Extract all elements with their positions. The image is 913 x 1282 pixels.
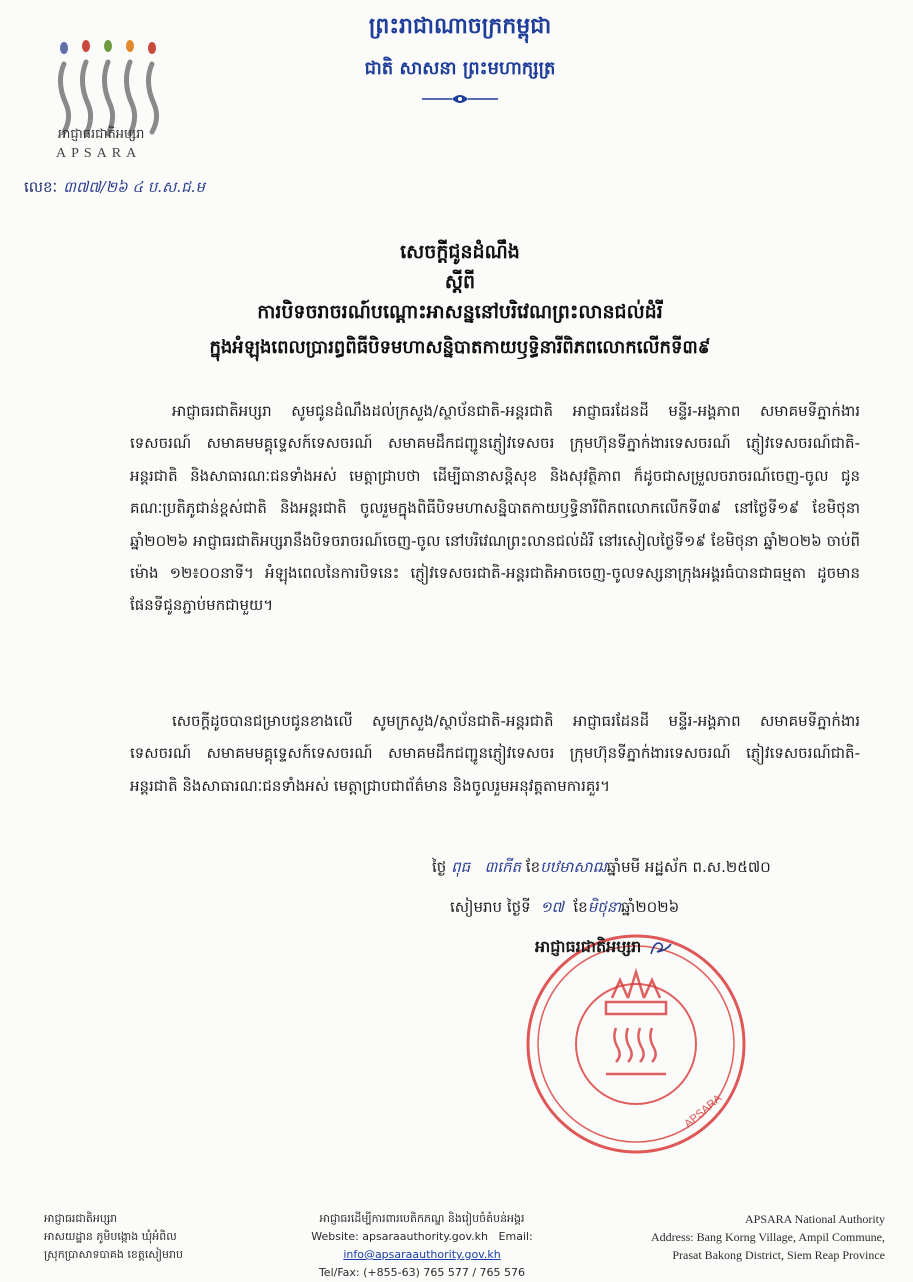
solar-day-handwritten: ១៧ — [540, 898, 564, 916]
handwritten-signature — [647, 938, 675, 958]
notice-subtitle: ស្តីពី — [444, 271, 476, 293]
ref-label: លេខៈ — [24, 178, 58, 196]
national-motto: ជាតិ សាសនា ព្រះមហាក្សត្រ — [364, 58, 556, 79]
logo-caption: អាជ្ញាធរជាតិអប្សរា — [58, 127, 145, 142]
body-paragraph-1: អាជ្ញាធរជាតិអប្សរា សូមជូនដំណឹងដល់ក្រសួង/ស្ថាប័នជាតិ-អន្តរជាតិ អាជ្ញាធរដែនដី មន្ទីរ-អង្គភាព សមាគមទីភ្នាក់ងារទេសចរណ៍ សមាគមមគ្គុទ្ទេសក៍ទេសចរណ៍ សមាគមដឹកជញ្ជូនភ្ញៀវទេសចរ ក្រុមហ៊ុនទីភ្នាក់ងារទេសចរណ៍ ភ្ញៀវទេសចរណ៍ជាតិ-អន្តរជាតិ និងសាធារណៈជនទាំងអស់ មេត្តាជ្រាបថា ដើម្បីធានាសន្តិសុខ និងសុវត្ថិភាព ក៏ដូចជាសម្រួលចរាចរណ៍ចេញ-ចូល ជូនគណៈប្រតិភូជាន់ខ្ពស់ជាតិ និងអន្តរជាតិ ចូលរួមក្នុងពិធីបិទមហាសន្និបាតកាយឫទ្ធិនារីពិភពលោកលើកទី៣៩ នៅថ្ងៃទី១៩ ខែមិថុនា ឆ្នាំ២០២៦ អាជ្ញាធរជាតិអប្សរានឹងបិទចរាចរណ៍ចេញ-ចូល នៅបរិវេណព្រះលានជល់ដំរី នៅរសៀលថ្ងៃទី១៩ ខែមិថុនា ឆ្នាំ២០២៦ ចាប់ពីម៉ោង ១២៖០០នាទី។ អំឡុងពេលនៃការបិទនេះ ភ្ញៀវទេសចរជាតិ-អន្តរជាតិអាចចេញ-ចូលទស្សនាក្រុងអង្គរធំបានជាធម្មតា ដូចមានផែនទីជូនភ្ជាប់មកជាមួយ។ — [130, 402, 860, 615]
footer-mid-title: អាជ្ញាធរដើម្បីការពារបេតិកភណ្ឌ និងរៀបចំតំបន់អង្គរ — [319, 1212, 525, 1225]
signatory-org — [535, 936, 675, 960]
solar-date — [450, 898, 679, 920]
footer-address-khmer — [44, 1210, 183, 1264]
email-label: Email: — [498, 1230, 533, 1243]
footer-address-english — [600, 1210, 885, 1264]
logo-wordmark: APSARA — [56, 146, 142, 161]
footer-left-line2: អាសយដ្ឋាន ភូមិបង្កោង ឃុំអំពិល — [44, 1230, 177, 1243]
notice-title: សេចក្តីជូនដំណឹង — [400, 241, 520, 263]
seal-text: APSARA — [682, 1092, 725, 1131]
reference-number — [24, 178, 205, 200]
official-seal — [520, 928, 752, 1160]
lunar-phase-handwritten: ៣កើត — [484, 858, 522, 876]
lunar-month-handwritten: បឋមាសាឍ — [540, 858, 607, 876]
lunar-prefix: ថ្ងៃ — [432, 858, 447, 876]
notice-subject-line2: ក្នុងអំឡុងពេលប្រារព្ធពិធីបិទមហាសន្និបាតកាយឫទ្ធិនារីពិភពលោកលើកទី៣៩ — [209, 337, 711, 358]
footer-right-line1: APSARA National Authority — [744, 1212, 885, 1226]
website-link[interactable]: apsaraauthority.gov.kh — [362, 1230, 489, 1243]
logo-drops — [60, 40, 156, 54]
solar-month-prefix: ខែ — [573, 898, 588, 916]
lunar-month-prefix: ខែ — [525, 858, 541, 876]
solar-prefix: សៀមរាប ថ្ងៃទី — [450, 898, 531, 916]
logo-flames — [60, 62, 156, 134]
footer-contact — [232, 1210, 612, 1282]
lunar-date — [432, 858, 771, 880]
footer-left-line1: អាជ្ញាធរជាតិអប្សរា — [44, 1212, 118, 1225]
kingdom-title: ព្រះរាជាណាចក្រកម្ពុជា — [368, 13, 552, 39]
solar-month-handwritten: មិថុនា — [587, 898, 622, 916]
footer-telephone: Tel/Fax: (+855-63) 765 577 / 765 576 — [318, 1266, 526, 1279]
body-paragraph-2: សេចក្តីដូចបានជម្រាបជូនខាងលើ សូមក្រសួង/ស្ថាប័នជាតិ-អន្តរជាតិ អាជ្ញាធរដែនដី មន្ទីរ-អង្គភាព សមាគមទីភ្នាក់ងារទេសចរណ៍ សមាគមមគ្គុទ្ទេសក៍ទេសចរណ៍ សមាគមដឹកជញ្ជូនភ្ញៀវទេសចរ ក្រុមហ៊ុនទីភ្នាក់ងារទេសចរណ៍ ភ្ញៀវទេសចរណ៍ជាតិ-អន្តរជាតិ និងសាធារណៈជនទាំងអស់ មេត្តាជ្រាបជាព័ត៌មាន និងចូលរួមអនុវត្តតាមការគួរ។ — [130, 712, 860, 795]
footer-web-email — [232, 1228, 612, 1264]
solar-year: ឆ្នាំ២០២៦ — [621, 898, 680, 916]
signatory-name: អាជ្ញាធរជាតិអប្សរា — [535, 937, 642, 956]
ornament-divider — [420, 92, 500, 106]
lunar-day-handwritten: ពុធ — [451, 858, 471, 876]
footer-right-line3: Prasat Bakong District, Siem Reap Province — [672, 1248, 885, 1262]
email-link[interactable]: info@apsaraauthority.gov.kh — [343, 1248, 501, 1261]
lunar-year: ឆ្នាំមមី អដ្ឋស័ក ព.ស.២៥៧០ — [606, 858, 771, 876]
ref-handwritten: ៣៧៧/២៦ ៤ ប.ស.ជ.ម — [63, 178, 205, 196]
footer-right-line2: Address: Bang Korng Village, Ampil Commune, — [650, 1230, 885, 1244]
notice-subject-line1: ការបិទចរាចរណ៍បណ្តោះអាសន្ននៅបរិវេណព្រះលានជល់ដំរី — [257, 301, 663, 323]
footer-left-line3: ស្រុកប្រាសាទបាគង ខេត្តសៀមរាប — [44, 1248, 184, 1261]
website-label: Website: — [311, 1230, 359, 1243]
